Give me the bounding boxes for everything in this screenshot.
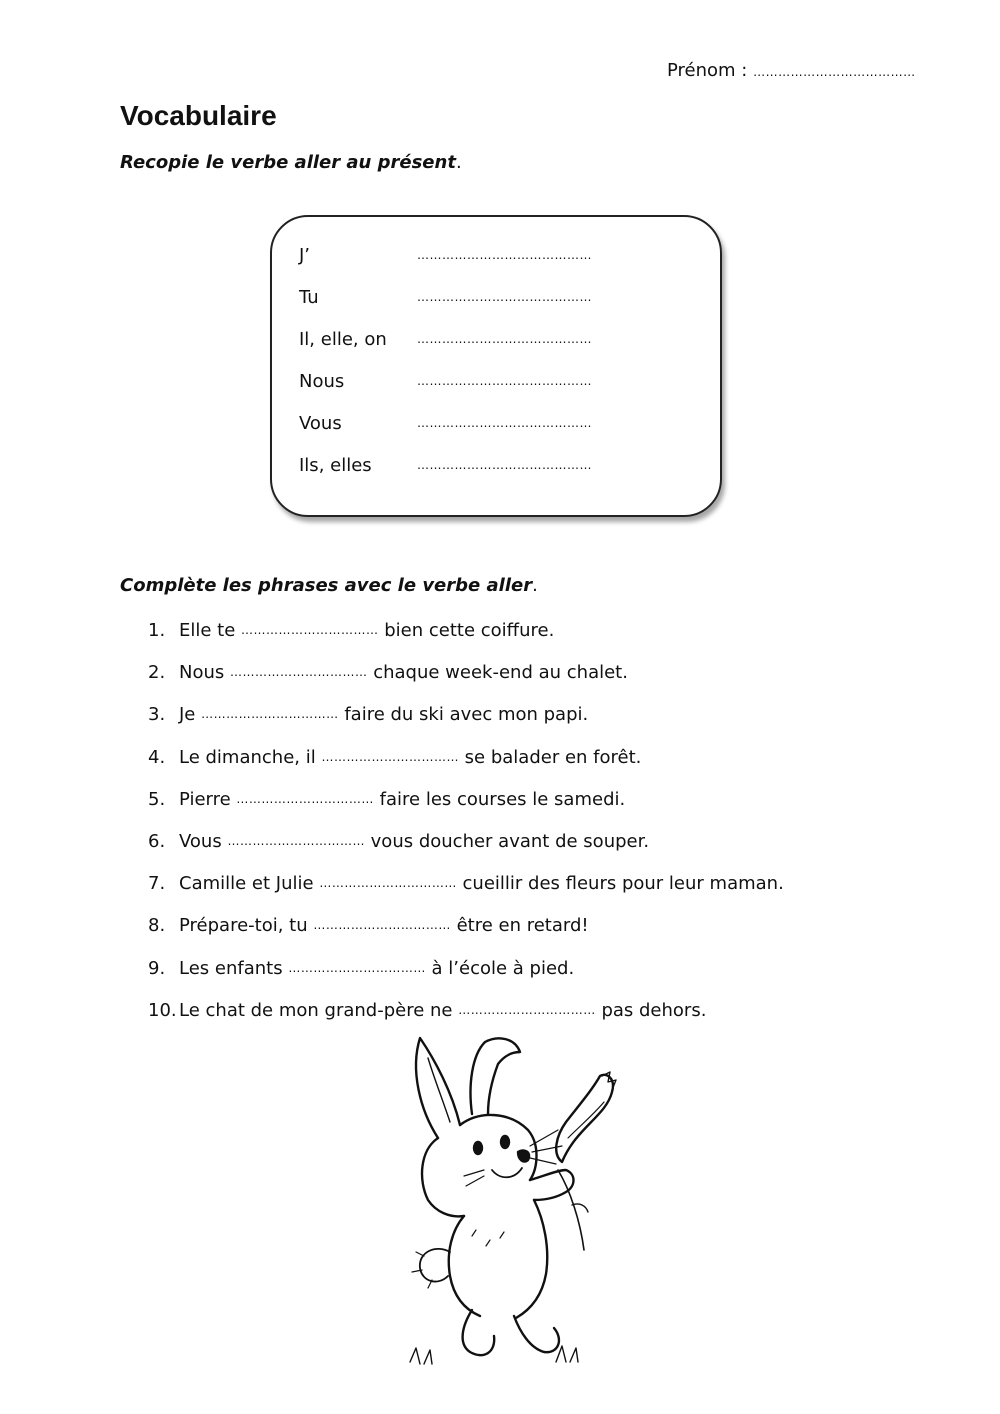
sentence-after: être en retard!	[450, 915, 589, 937]
name-blank[interactable]: …………………………………	[753, 65, 916, 79]
exercise2-instruction-text: Complète les phrases avec le verbe aller	[120, 575, 533, 596]
name-field	[667, 60, 916, 81]
sentence-blank[interactable]: ……………………………	[230, 665, 368, 680]
exercise1-instruction-text: Recopie le verbe aller au présent	[120, 152, 456, 173]
exercise1-instruction-end: .	[455, 152, 462, 173]
sentence-number: 5.	[148, 788, 166, 810]
sentence-item	[148, 747, 784, 789]
answer-blank[interactable]: ……………………………………	[417, 290, 592, 304]
sentence-before: Prépare-toi, tu	[179, 915, 314, 937]
sentence-item	[148, 704, 784, 746]
sentence-after: cueillir des fleurs pour leur maman.	[456, 873, 784, 895]
answer-blank[interactable]: ……………………………………	[417, 458, 592, 472]
sentence-blank[interactable]: ……………………………	[313, 918, 451, 933]
sentence-after: pas dehors.	[595, 999, 707, 1021]
sentence-before: Camille et Julie	[179, 873, 320, 895]
sentence-blank[interactable]: ……………………………	[288, 960, 426, 975]
pronoun-label: Ils, elles	[299, 455, 372, 476]
sentence-number: 3.	[148, 704, 166, 726]
sentence-blank[interactable]: ……………………………	[227, 833, 365, 848]
sentence-item	[148, 831, 784, 873]
sentence-before: Le chat de mon grand-père ne	[179, 999, 459, 1021]
sentence-after: vous doucher avant de souper.	[364, 830, 650, 852]
sentence-number: 2.	[148, 662, 166, 684]
sentence-after: faire du ski avec mon papi.	[338, 704, 589, 726]
pronoun-label: Il, elle, on	[299, 329, 387, 350]
sentence-blank[interactable]: ……………………………	[241, 623, 379, 637]
sentence-list	[148, 620, 784, 1042]
pronoun-label: Tu	[299, 287, 319, 308]
sentence-number: 1.	[148, 620, 166, 641]
sentence-number: 10.	[148, 999, 177, 1021]
sentence-before: Le dimanche, il	[179, 746, 322, 768]
pronoun-label: Vous	[299, 413, 342, 434]
sentence-after: se balader en forêt.	[458, 746, 642, 768]
name-label: Prénom :	[667, 60, 748, 81]
sentence-before: Pierre	[179, 788, 237, 810]
sentence-blank[interactable]: ……………………………	[236, 791, 374, 806]
sentence-after: à l’école à pied.	[425, 957, 575, 979]
sentence-before: Nous	[179, 662, 230, 684]
page-title: Vocabulaire	[120, 100, 277, 131]
sentence-blank[interactable]: ……………………………	[458, 1002, 596, 1017]
answer-blank[interactable]: ……………………………………	[417, 248, 592, 262]
sentence-item	[148, 958, 784, 1000]
sentence-before: Les enfants	[179, 957, 289, 979]
sentence-before: Vous	[179, 830, 228, 852]
sentence-number: 4.	[148, 746, 166, 768]
conjugation-row	[299, 413, 592, 434]
pronoun-label: J’	[299, 245, 311, 266]
sentence-item	[148, 915, 784, 957]
sentence-item	[148, 620, 784, 662]
sentence-number: 6.	[148, 830, 166, 852]
sentence-blank[interactable]: ……………………………	[201, 707, 339, 722]
answer-blank[interactable]: ……………………………………	[417, 332, 592, 346]
sentence-item	[148, 873, 784, 915]
sentence-item	[148, 789, 784, 831]
answer-blank[interactable]: ……………………………………	[417, 374, 592, 388]
sentence-number: 9.	[148, 957, 166, 979]
pronoun-label: Nous	[299, 371, 345, 392]
sentence-after: bien cette coiffure.	[378, 620, 555, 641]
sentence-item	[148, 662, 784, 704]
sentence-after: chaque week-end au chalet.	[367, 662, 628, 684]
sentence-number: 8.	[148, 915, 166, 937]
answer-blank[interactable]: ……………………………………	[417, 416, 592, 430]
sentence-after: faire les courses le samedi.	[373, 788, 626, 810]
bunny-with-flower-icon	[380, 1030, 620, 1379]
exercise2-instruction-end: .	[532, 575, 538, 596]
exercise2-instruction	[120, 575, 538, 596]
sentence-blank[interactable]: ……………………………	[321, 749, 459, 764]
conjugation-row	[299, 329, 592, 350]
sentence-blank[interactable]: ……………………………	[319, 876, 457, 891]
sentence-before: Elle te	[179, 620, 242, 641]
conjugation-row	[299, 455, 592, 476]
conjugation-row	[299, 371, 592, 392]
conjugation-row	[299, 287, 592, 308]
sentence-number: 7.	[148, 873, 166, 895]
conjugation-box	[270, 215, 722, 517]
conjugation-row	[299, 245, 592, 266]
sentence-before: Je	[179, 704, 202, 726]
exercise1-instruction	[120, 152, 462, 173]
